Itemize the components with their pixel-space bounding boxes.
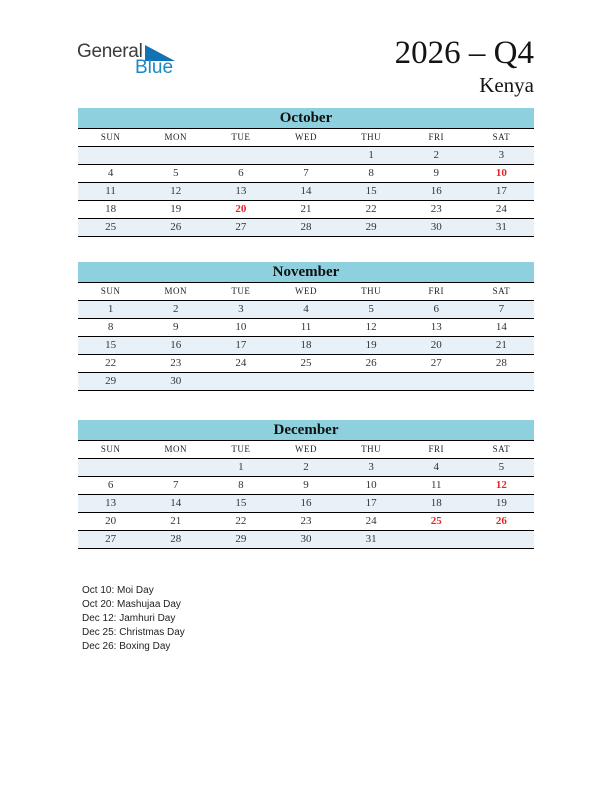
empty-date-cell xyxy=(469,373,534,390)
date-cell: 31 xyxy=(495,221,507,233)
date-cell: 12 xyxy=(170,185,182,197)
date-cell: 6 xyxy=(107,479,114,491)
date-cell: 28 xyxy=(300,221,312,233)
date-cell: 6 xyxy=(433,303,440,315)
weekday-label: FRI xyxy=(428,286,445,296)
date-cell: 15 xyxy=(365,185,377,197)
empty-date-cell xyxy=(273,147,338,164)
date-cell: 17 xyxy=(495,185,507,197)
logo-text-blue: Blue xyxy=(135,57,174,78)
date-cell: 23 xyxy=(430,203,442,215)
weekday-label: SUN xyxy=(100,444,121,454)
date-cell: 8 xyxy=(107,321,114,333)
logo-text-general: General xyxy=(77,41,143,62)
weekday-label: TUE xyxy=(231,132,251,142)
month-table-november xyxy=(78,262,534,391)
date-cell: 22 xyxy=(105,357,117,369)
date-cell: 5 xyxy=(498,461,505,473)
date-cell: 25 xyxy=(105,221,117,233)
week-row xyxy=(78,183,534,201)
weekday-label: THU xyxy=(361,132,382,142)
empty-date-cell xyxy=(339,373,404,390)
weekday-header-row xyxy=(78,283,534,301)
empty-date-cell xyxy=(208,373,273,390)
date-cell: 18 xyxy=(105,203,117,215)
date-cell: 18 xyxy=(430,497,442,509)
date-cell: 26 xyxy=(495,515,507,527)
date-cell: 10 xyxy=(365,479,377,491)
weekday-label: SAT xyxy=(492,286,511,296)
logo xyxy=(77,42,175,76)
date-cell: 3 xyxy=(368,461,374,473)
week-row xyxy=(78,147,534,165)
month-title: December xyxy=(78,420,534,441)
date-cell: 21 xyxy=(170,515,182,527)
empty-date-cell xyxy=(143,147,208,164)
empty-date-cell xyxy=(143,459,208,476)
date-cell: 6 xyxy=(238,167,244,179)
date-cell: 20 xyxy=(235,203,247,215)
week-row xyxy=(78,531,534,549)
date-cell: 16 xyxy=(170,339,182,351)
date-cell: 3 xyxy=(238,303,244,315)
date-cell: 14 xyxy=(495,321,507,333)
date-cell: 27 xyxy=(235,221,247,233)
holiday-note: Oct 20: Mashujaa Day xyxy=(82,599,181,610)
weekday-header-row xyxy=(78,441,534,459)
weekday-header-row xyxy=(78,129,534,147)
date-cell: 20 xyxy=(430,339,442,351)
date-cell: 13 xyxy=(235,185,247,197)
date-cell: 11 xyxy=(300,321,312,333)
date-cell: 9 xyxy=(172,321,179,333)
weekday-label: MON xyxy=(164,444,187,454)
weekday-label: WED xyxy=(294,286,317,296)
page-subtitle: Kenya xyxy=(479,73,534,97)
weekday-label: SAT xyxy=(492,132,511,142)
weekday-label: SUN xyxy=(100,132,121,142)
date-cell: 20 xyxy=(105,515,117,527)
holiday-notes-list xyxy=(82,584,185,654)
date-cell: 4 xyxy=(107,167,114,179)
week-row xyxy=(78,355,534,373)
date-cell: 26 xyxy=(365,357,377,369)
date-cell: 1 xyxy=(107,303,114,315)
date-cell: 18 xyxy=(300,339,312,351)
date-cell: 15 xyxy=(105,339,117,351)
date-cell: 29 xyxy=(105,375,117,387)
empty-date-cell xyxy=(469,531,534,548)
empty-date-cell xyxy=(404,373,469,390)
weekday-label: TUE xyxy=(231,286,251,296)
date-cell: 1 xyxy=(368,149,374,161)
month-title: October xyxy=(78,108,534,129)
holiday-note: Oct 10: Moi Day xyxy=(82,585,154,596)
holiday-note: Dec 25: Christmas Day xyxy=(82,627,185,638)
date-cell: 21 xyxy=(495,339,507,351)
date-cell: 10 xyxy=(495,167,507,179)
date-cell: 28 xyxy=(170,533,182,545)
date-cell: 26 xyxy=(170,221,182,233)
date-cell: 1 xyxy=(238,461,244,473)
week-row xyxy=(78,165,534,183)
date-cell: 12 xyxy=(365,321,377,333)
week-row xyxy=(78,219,534,237)
date-cell: 29 xyxy=(235,533,247,545)
week-row xyxy=(78,459,534,477)
date-cell: 13 xyxy=(430,321,442,333)
month-title: November xyxy=(78,262,534,283)
weekday-label: MON xyxy=(164,132,187,142)
date-cell: 23 xyxy=(300,515,312,527)
week-row xyxy=(78,301,534,319)
date-cell: 8 xyxy=(238,479,244,491)
date-cell: 5 xyxy=(368,303,374,315)
date-cell: 8 xyxy=(368,167,374,179)
date-cell: 23 xyxy=(170,357,182,369)
date-cell: 28 xyxy=(495,357,507,369)
week-row xyxy=(78,319,534,337)
date-cell: 13 xyxy=(105,497,117,509)
weekday-label: WED xyxy=(294,132,317,142)
date-cell: 29 xyxy=(365,221,377,233)
date-cell: 22 xyxy=(365,203,377,215)
date-cell: 10 xyxy=(235,321,247,333)
date-cell: 4 xyxy=(303,303,309,315)
date-cell: 9 xyxy=(433,167,440,179)
week-row xyxy=(78,477,534,495)
date-cell: 7 xyxy=(498,303,505,315)
date-cell: 3 xyxy=(498,149,505,161)
page-title: 2026 – Q4 xyxy=(394,35,534,71)
date-cell: 16 xyxy=(430,185,442,197)
date-cell: 9 xyxy=(303,479,309,491)
weekday-label: THU xyxy=(361,444,382,454)
date-cell: 14 xyxy=(170,497,182,509)
date-cell: 2 xyxy=(172,303,179,315)
date-cell: 2 xyxy=(303,461,309,473)
date-cell: 5 xyxy=(172,167,179,179)
date-cell: 19 xyxy=(365,339,377,351)
date-cell: 24 xyxy=(365,515,377,527)
date-cell: 16 xyxy=(300,497,312,509)
date-cell: 24 xyxy=(235,357,247,369)
date-cell: 17 xyxy=(365,497,377,509)
date-cell: 7 xyxy=(172,479,179,491)
holiday-note: Dec 26: Boxing Day xyxy=(82,641,171,652)
date-cell: 25 xyxy=(300,357,312,369)
date-cell: 30 xyxy=(300,533,312,545)
date-cell: 11 xyxy=(430,479,442,491)
empty-date-cell xyxy=(78,147,143,164)
weekday-label: FRI xyxy=(428,132,445,142)
empty-date-cell xyxy=(404,531,469,548)
date-cell: 19 xyxy=(170,203,182,215)
date-cell: 27 xyxy=(430,357,442,369)
week-row xyxy=(78,495,534,513)
weekday-label: SUN xyxy=(100,286,121,296)
date-cell: 19 xyxy=(495,497,507,509)
date-cell: 21 xyxy=(300,203,312,215)
week-row xyxy=(78,201,534,219)
date-cell: 30 xyxy=(170,375,182,387)
weekday-label: MON xyxy=(164,286,187,296)
week-row xyxy=(78,513,534,531)
empty-date-cell xyxy=(273,373,338,390)
holiday-note: Dec 12: Jamhuri Day xyxy=(82,613,176,624)
date-cell: 17 xyxy=(235,339,247,351)
month-table-december xyxy=(78,420,534,549)
date-cell: 27 xyxy=(105,533,117,545)
date-cell: 2 xyxy=(433,149,440,161)
date-cell: 14 xyxy=(300,185,312,197)
weekday-label: THU xyxy=(361,286,382,296)
week-row xyxy=(78,337,534,355)
month-table-october xyxy=(78,108,534,237)
empty-date-cell xyxy=(78,459,143,476)
empty-date-cell xyxy=(208,147,273,164)
date-cell: 31 xyxy=(365,533,377,545)
week-row xyxy=(78,373,534,391)
date-cell: 25 xyxy=(430,515,442,527)
title-block xyxy=(395,34,534,97)
weekday-label: TUE xyxy=(231,444,251,454)
date-cell: 24 xyxy=(495,203,507,215)
date-cell: 22 xyxy=(235,515,247,527)
weekday-label: WED xyxy=(294,444,317,454)
weekday-label: SAT xyxy=(492,444,511,454)
date-cell: 15 xyxy=(235,497,247,509)
weekday-label: FRI xyxy=(428,444,445,454)
date-cell: 11 xyxy=(105,185,116,197)
date-cell: 4 xyxy=(433,461,440,473)
date-cell: 7 xyxy=(303,167,309,179)
date-cell: 30 xyxy=(430,221,442,233)
date-cell: 12 xyxy=(495,479,507,491)
